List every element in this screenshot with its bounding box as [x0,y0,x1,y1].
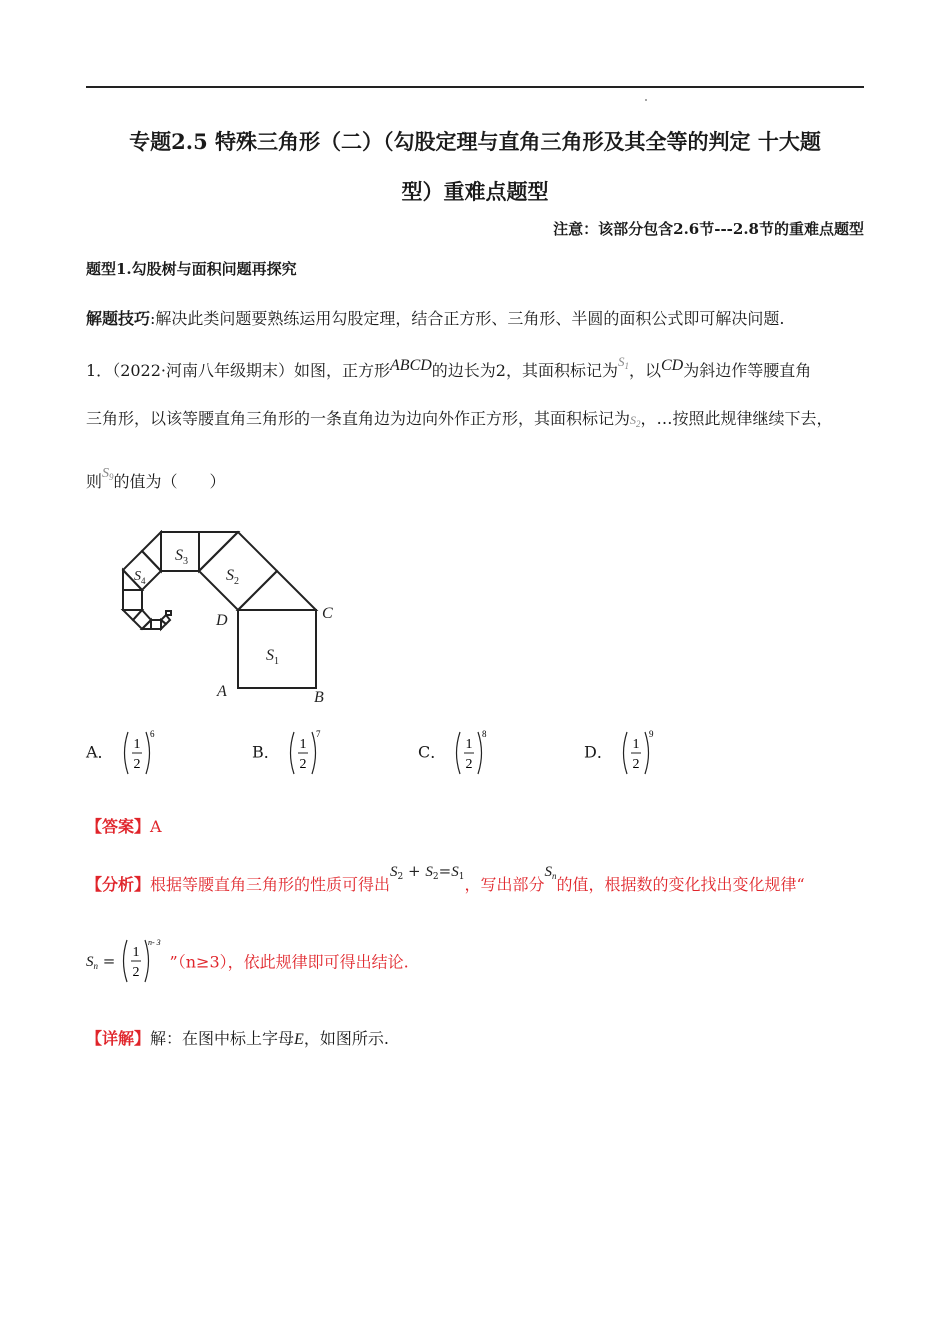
option-b[interactable] [252,728,325,778]
option-letter: C． [418,742,447,762]
symbol-e: E [294,1031,304,1048]
label-s3: $S_3$ [175,547,188,567]
label-b: B [314,689,324,706]
triangle-2 [199,532,238,571]
detail-text: ，如图所示. [303,1029,389,1048]
square-s5 [123,590,142,610]
svg-text:6: 6 [149,729,155,739]
question-source: （2022·河南八年级期末） [112,361,294,380]
square-s2 [199,532,277,610]
analysis-line1 [86,862,805,895]
option-c[interactable] [418,728,491,778]
question-text: 为斜边作等腰直角 [683,361,812,380]
fraction-power [618,728,658,778]
triangle-3 [142,532,161,571]
symbol-s2: $S_2$ [630,413,641,429]
question-text: 的边长为2，其面积标记为 [431,361,618,380]
label-s4: $S_4$ [134,569,146,586]
triangle-6 [142,620,151,629]
label-c: C [322,605,333,622]
formula-half-power [120,936,164,986]
question-number: 1． [86,361,113,380]
svg-text:2: 2 [299,757,307,772]
square-s6 [133,610,151,629]
svg-text:1: 1 [465,737,473,752]
tip-label: 解题技巧 [86,309,151,328]
option-letter: B． [252,742,280,762]
label-s1: $S_1$ [266,647,279,667]
svg-text:2: 2 [632,757,640,772]
analysis-text: 的值，根据数的变化找出变化规律“ [556,875,805,894]
square-s1 [238,610,316,688]
question-text: 则 [86,472,103,491]
symbol-cd: CD [661,357,684,374]
option-d[interactable] [584,728,658,778]
detail-label: 【详解】 [86,1029,151,1048]
fraction-power [451,728,491,778]
question-line2 [86,406,833,429]
option-a[interactable] [86,728,159,778]
question-text: ，…按照此规律继续下去， [640,409,833,428]
svg-text:8: 8 [482,729,487,739]
page-title-line2: 型）重难点题型 [401,179,549,204]
question-text: 三角形，以该等腰直角三角形的一条直角边为边向外作正方形，其面积标记为 [86,409,631,428]
label-d: D [216,612,228,629]
tip-text: :解决此类问题要熟练运用勾股定理，结合正方形、三角形、半圆的面积公式即可解决问题. [150,309,785,328]
option-letter: A． [86,742,114,762]
analysis-rule-text: ”（n≥3），依此规律即可得出结论. [169,952,409,972]
header-dot [645,99,647,101]
formula-s2-s2-s1: $S_2 + S_2=S_1$ [390,862,465,882]
tip-paragraph [86,306,785,329]
formula-sn: $S_n$ [544,864,557,881]
question-text: ，以 [628,361,661,380]
answer-value: A [150,817,162,836]
question-text: 如图，正方形 [294,361,391,380]
symbol-s9: $S_9$ [102,466,114,482]
svg-text:1: 1 [299,737,307,752]
scope-note: 注意：该部分包含2.6节---2.8节的重难点题型 [553,220,864,238]
svg-text:9: 9 [648,729,654,739]
svg-text:1: 1 [133,737,141,752]
label-a: A [217,683,227,700]
option-letter: D． [584,742,613,762]
question-line1 [86,354,811,381]
svg-text:1: 1 [132,945,140,960]
svg-text:2: 2 [465,757,473,772]
header-rule [86,86,864,88]
detail-text: 解：在图中标上字母 [150,1029,295,1048]
svg-text:7: 7 [315,729,321,739]
analysis-line2 [86,936,409,986]
analysis-text: ，写出部分 [464,875,545,894]
fraction-power [119,728,159,778]
answer-label: 【答案】 [86,817,151,836]
pythagoras-spiral-figure [110,530,350,710]
triangle-5 [123,610,142,620]
question-line3 [86,466,226,492]
detail-line [86,1026,389,1049]
page-title-line1: 专题2.5 特殊三角形（二）（勾股定理与直角三角形及其全等的判定 十大题 [129,129,821,154]
formula-sn-rule: $S_n$ = [86,951,116,971]
label-s2: $S_2$ [226,567,239,587]
svg-text:2: 2 [132,965,140,980]
question-text: 的值为（ ） [113,472,226,491]
square-s8 [161,615,170,624]
svg-text:1: 1 [632,737,640,752]
analysis-label: 【分析】 [86,875,151,894]
symbol-abcd: ABCD [390,357,432,374]
square-s7 [151,620,161,629]
fraction-power [285,728,325,778]
section-heading: 题型1.勾股树与面积问题再探究 [86,260,297,278]
square-s9 [166,611,171,615]
answer-line [86,814,162,837]
analysis-text: 根据等腰直角三角形的性质可得出 [150,875,391,894]
triangle-1 [238,571,316,610]
svg-text:n- 3: n- 3 [148,938,162,947]
symbol-s1: S1 [617,354,629,371]
svg-text:2: 2 [133,757,141,772]
